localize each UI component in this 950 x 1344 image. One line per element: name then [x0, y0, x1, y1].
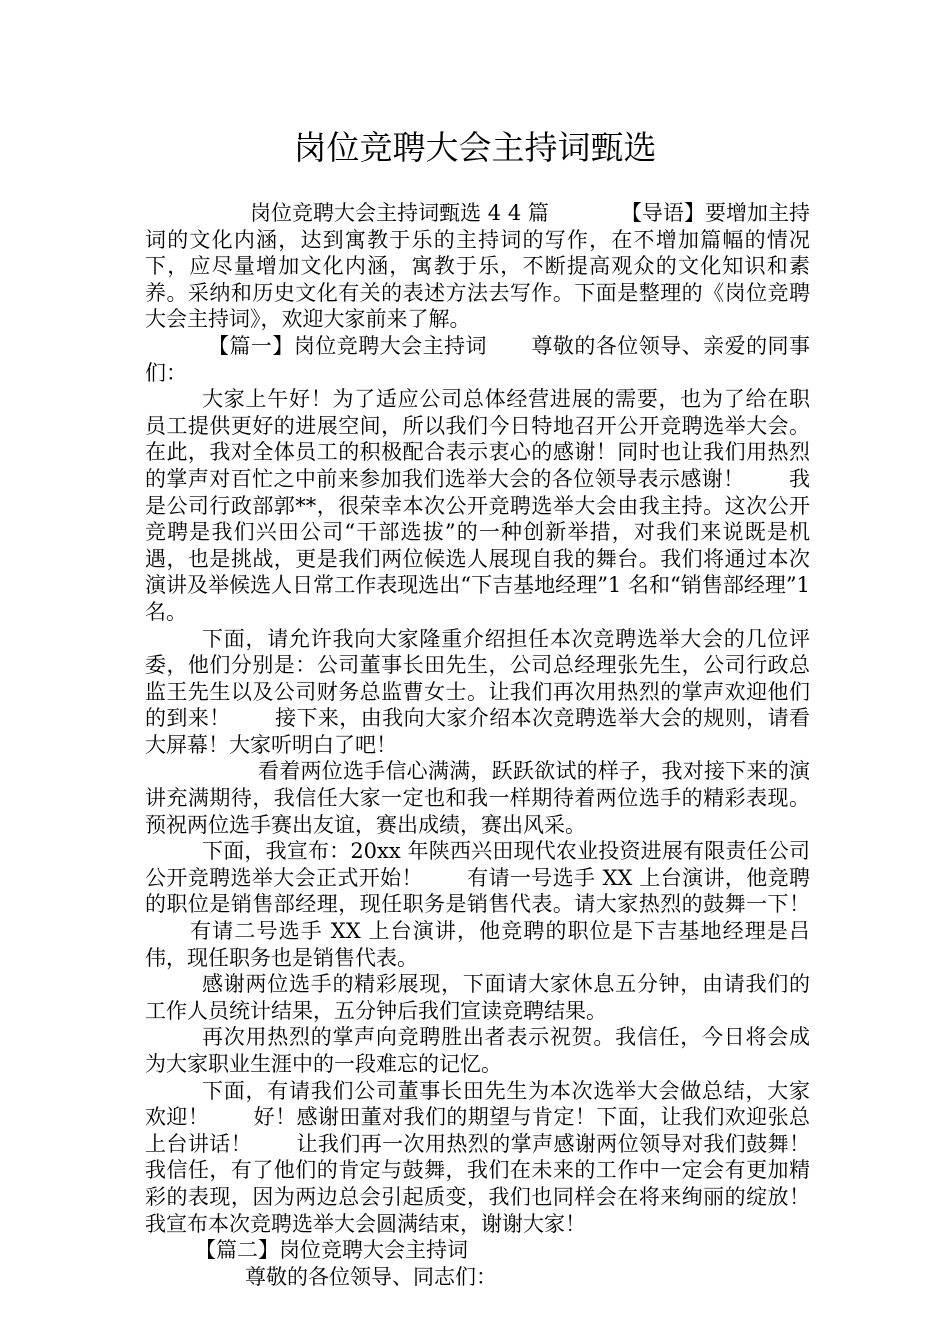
body-text: 有请二号选手 XX 上台演讲，他竞聘的职位是下吉基地经理是吕伟，现任职务也是销售代表。	[145, 919, 810, 970]
body-paragraph	[145, 1024, 810, 1077]
body-paragraph	[145, 1078, 810, 1238]
body-text: 再次用热烈的掌声向竞聘胜出者表示祝贺。我信任，今日将会成为大家职业生涯中的一段难忘的记忆。	[145, 1025, 810, 1076]
body-paragraph	[145, 971, 810, 1024]
body-text: 大家上午好！为了适应公司总体经营进展的需要，也为了给在职员工提供更好的进展空间，所以我们今日特地召开公开竞聘选举大会。在此，我对全体员工的积极配合表示衷心的感谢！同时也让我们用热烈的掌声对百忙之中前来参加我们选举大会的各位领导表示感谢！	[145, 387, 810, 491]
intro-heading: 岗位竞聘大会主持词甄选 4 4 篇	[250, 201, 549, 225]
section-one-title: 【篇一】岗位竞聘大会主持词	[208, 333, 487, 358]
body-text: 接下来，由我向大家介绍本次竞聘选举大会的规则，请看大屏幕！大家听明白了吧！	[145, 706, 810, 757]
intro-paragraph	[145, 200, 810, 333]
body-text: 有请一号选手 XX 上台演讲，他竞聘的职位是销售部经理，现任职务是销售代表。请大家热烈的鼓舞一下！	[145, 865, 811, 917]
body-text: 下面，有请我们公司董事长田先生为本次选举大会做总结，大家欢迎！	[145, 1078, 810, 1130]
section-one-heading	[145, 333, 810, 386]
body-text: 看着两位选手信心满满，跃跃欲试的样子，我对接下来的演讲充满期待，我信任大家一定也和我一样期待着两位选手的精彩表现。预祝两位选手赛出友谊，赛出成绩，赛出风采。	[145, 759, 810, 837]
document-title: 岗位竞聘大会主持词甄选	[293, 128, 657, 167]
body-paragraph	[145, 838, 810, 971]
body-paragraph	[145, 386, 810, 625]
section-one-salutation: 尊敬的各位领导、亲爱的同事们：	[145, 333, 810, 385]
section-two-heading: 【篇二】岗位竞聘大会主持词	[195, 1238, 468, 1263]
body-text: 感谢两位选手的精彩展现，下面请大家休息五分钟，由请我们的工作人员统计结果，五分钟后我们宣读竞聘结果。	[145, 972, 810, 1023]
body-text: 让我们再一次用热烈的掌声感谢两位领导对我们鼓舞！我信任，有了他们的肯定与鼓舞，我们在未来的工作中一定会有更加精彩的表现，因为两边总会引起质变，我们也同样会在将来绚丽的绽放！我宣布本次竞聘选举大会圆满结束，谢谢大家！	[145, 1131, 811, 1236]
body-text: 下面，请允许我向大家隆重介绍担任本次竞聘选举大会的几位评委，他们分别是：公司董事长田先生，公司总经理张先生，公司行政总监王先生以及公司财务总监曹女士。让我们再次用热烈的掌声欢迎他们的到来！	[145, 626, 810, 731]
body-text: 我是公司行政部郭**，很荣幸本次公开竞聘选举大会由我主持。这次公开竞聘是我们兴田公司“干部选拔”的一种创新举措，对我们来说既是机遇，也是挑战，更是我们两位候选人展现自我的舞台。我们将通过本次演讲及举候选人日常工作表现选出“下吉基地经理”1 名和“销售部经理”1 名。	[145, 466, 811, 624]
intro-text: 【导语】要增加主持词的文化内涵，达到寓教于乐的主持词的写作，在不增加篇幅的情况下，应尽量增加文化内涵，寓教于乐，不断提高观众的文化知识和素养。采纳和历史文化有关的表述方法去写作。下面是整理的《岗位竞聘大会主持词》，欢迎大家前来了解。	[145, 201, 810, 332]
body-paragraph	[145, 758, 810, 838]
body-text: 好！感谢田董对我们的期望与肯定！下面，让我们欢迎张总上台讲话！	[145, 1105, 811, 1156]
body-text: 下面，我宣布：20xx 年陕西兴田现代农业投资进展有限责任公司公开竞聘选举大会正式开始！	[145, 839, 810, 890]
section-two-salutation: 尊敬的各位领导、同志们：	[245, 1264, 497, 1289]
document-body	[145, 200, 810, 1290]
body-paragraph	[145, 626, 810, 759]
